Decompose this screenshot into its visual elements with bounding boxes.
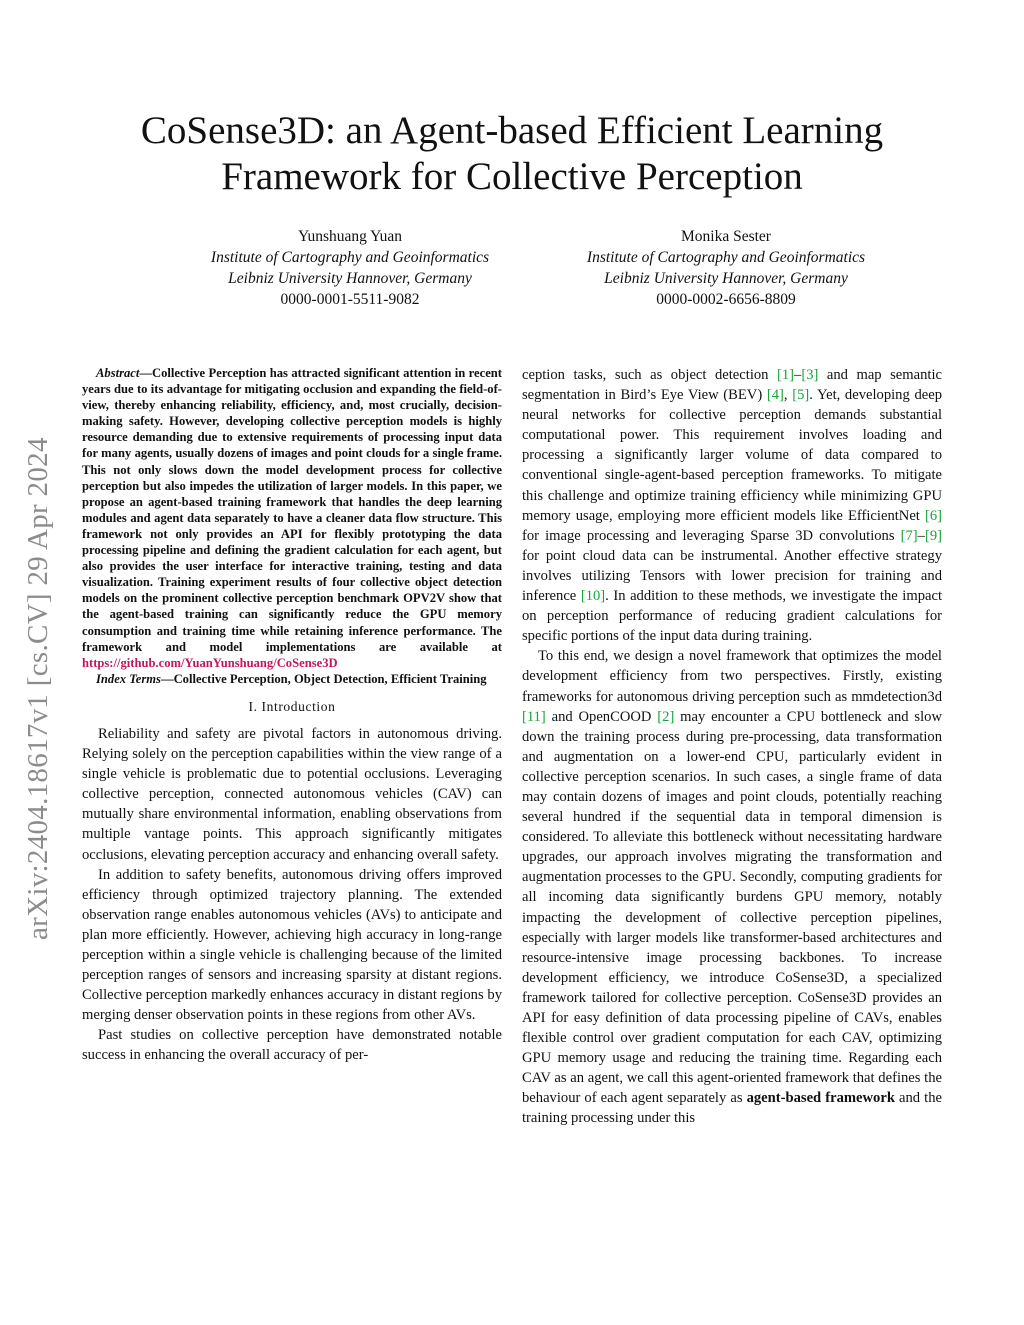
text-run: and the training processing under this xyxy=(522,1090,942,1127)
index-terms-label: Index Terms xyxy=(96,671,161,686)
author-name: Monika Sester xyxy=(681,228,771,245)
text-run: for point cloud data can be instrumental. Another effective strategy involves utilizing Tensors with lower precision for training and inference xyxy=(522,547,942,605)
abstract xyxy=(82,365,502,671)
intro-paragraph-3-continued xyxy=(522,365,942,646)
author-university: Leibniz University Hannover, Germany xyxy=(604,270,848,287)
text-run: . In addition to these methods, we investigate the impact on perception performance of reducing gradient calculations for specific portions of the input data during training. xyxy=(522,588,943,645)
citation-link[interactable]: [6] xyxy=(924,507,942,524)
repository-link[interactable]: https://github.com/YuanYunshuang/CoSense3D xyxy=(82,655,338,670)
citation-link[interactable]: [5] xyxy=(792,387,810,404)
right-column xyxy=(522,365,942,1129)
title-line-1: CoSense3D: an Agent-based Efficient Learning xyxy=(140,109,884,152)
author-institute: Institute of Cartography and Geoinformatics xyxy=(586,249,866,266)
citation-link[interactable]: [1] xyxy=(777,367,795,383)
author-university: Leibniz University Hannover, Germany xyxy=(228,270,472,287)
intro-paragraph-1: Reliability and safety are pivotal factors in autonomous driving. Relying solely on the perception capabilities within the view range of a single vehicle is problematic due to potential occlusions. Leveraging collective perception, connected autonomous vehicles (CAV) can mutually share environmental information, enabling observations from multiple vantage points. This approach significantly mitigates occlusions, elevating perception accuracy and enhancing overall safety. xyxy=(82,725,502,863)
paper-title xyxy=(90,108,934,200)
index-terms-text: —Collective Perception, Object Detection, Efficient Training xyxy=(160,671,487,686)
text-run: ception tasks, such as object detection xyxy=(522,367,777,383)
arxiv-identifier: arXiv:2404.18617v1 [cs.CV] 29 Apr 2024 xyxy=(22,437,54,940)
citation-link[interactable]: [4] xyxy=(766,387,784,404)
author-block-1 xyxy=(185,226,515,310)
abstract-label: Abstract xyxy=(96,366,140,380)
author-name: Yunshuang Yuan xyxy=(297,228,403,245)
citation-link[interactable]: [3] xyxy=(801,367,819,383)
text-run: To this end, we design a novel framework that optimizes the model development efficiency from two perspectives. Firstly, existing frameworks for autonomous driving perception such as mmdetection3d xyxy=(522,648,942,705)
abstract-text: —Collective Perception has attracted significant attention in recent years due to its advantage for mitigating occlusion and expanding the field-of-view, thereby enhancing reliability, efficiency, and, most crucially, decision-making safety. However, developing collective perception models is highly resource demanding due to extensive requirements of processing input data for many agents, usually dozens of images and point clouds for a single frame. This not only slows down the model development process for collective perception but also impedes the utilization of larger models. In this paper, we propose an agent-based training framework that handles the deep learning modules and agent data separately to have a cleaner data flow structure. This framework not only provides an API for flexibly prototyping the data processing pipeline and defining the gradient calculation for each agent, but also provides the user interface for interactive training, testing and data visualization. Training experiment results of four collective object detection models on the prominent collective perception benchmark OPV2V show that the agent-based training can significantly reduce the GPU memory consumption and training time while retaining inference performance. The framework and model implementations are available at xyxy=(82,366,502,654)
author-orcid: 0000-0001-5511-9082 xyxy=(280,291,420,308)
bold-term: agent-based framework xyxy=(746,1090,895,1107)
author-block-2 xyxy=(561,226,891,310)
text-run: and OpenCOOD xyxy=(545,708,658,725)
text-run: – xyxy=(794,367,802,383)
author-orcid: 0000-0002-6656-8809 xyxy=(656,291,796,308)
intro-paragraph-3: Past studies on collective perception have demonstrated notable success in enhancing the overall accuracy of per- xyxy=(82,1027,502,1064)
citation-link[interactable]: [9] xyxy=(924,527,942,544)
citation-link[interactable]: [2] xyxy=(657,708,675,725)
text-run: may encounter a CPU bottleneck and slow down the training process during pre-processing, data transformation and augmentation on a lower-end CPU, particularly evident in collective perception scenarios. In such cases, a single frame of data may contain dozens of images and point clouds, potentially reaching several hundred if the sequential data in temporal dimension is considered. To alleviate this bottleneck without necessitating hardware upgrades, our approach involves migrating the transformation and augmentation processes to the GPU. Secondly, computing gradients for all incoming data significantly burdens GPU memory, notably impacting the development of collective perception pipelines, especially with larger models like transformer-based architectures and resource-intensive image processing backbones. To increase development efficiency, we introduce CoSense3D, a specialized framework tailored for collective perception. CoSense3D provides an API for easy definition of data processing pipeline of CAVs, enables flexible control over gradient computation for each CAV, optimizing GPU memory usage and reducing the training time. Regarding each CAV as an agent, we call this agent-oriented framework that defines the behaviour of each agent separately as xyxy=(522,708,942,1107)
text-run: – xyxy=(917,527,925,544)
title-line-2: Framework for Collective Perception xyxy=(221,155,803,198)
section-heading: I. Introduction xyxy=(248,698,336,714)
index-terms xyxy=(82,671,502,687)
intro-paragraph-2: In addition to safety benefits, autonomous driving offers improved efficiency through optimized trajectory planning. The extended observation range enables autonomous vehicles (AVs) to anticipate and plan more efficiently. However, achieving high accuracy in long-range perception within a single vehicle is challenging because of the limited perception ranges of sensors and increasing sparsity at distant regions. Collective perception markedly enhances accuracy in distant regions by merging denser observation points in these regions from other AVs. xyxy=(82,866,502,1024)
citation-link[interactable]: [10] xyxy=(580,588,606,605)
text-run: , xyxy=(783,387,793,404)
text-run: . Yet, developing deep neural networks for collective perception demands substantial computational power. This requirement involves loading and processing a significantly larger volume of data compared to conventional single-agent-based perception frameworks. To mitigate this challenge and optimize training efficiency while minimizing GPU memory usage, employing more efficient models like EfficientNet xyxy=(522,387,942,524)
author-institute: Institute of Cartography and Geoinformatics xyxy=(210,249,490,266)
left-column xyxy=(82,365,502,1066)
text-run: for image processing and leveraging Sparse 3D convolutions xyxy=(522,527,901,544)
citation-link[interactable]: [7] xyxy=(900,527,918,544)
intro-paragraph-4 xyxy=(522,646,942,1128)
text-run: and map semantic segmentation in Bird’s Eye View (BEV) xyxy=(522,367,943,404)
citation-link[interactable]: [11] xyxy=(522,708,546,725)
